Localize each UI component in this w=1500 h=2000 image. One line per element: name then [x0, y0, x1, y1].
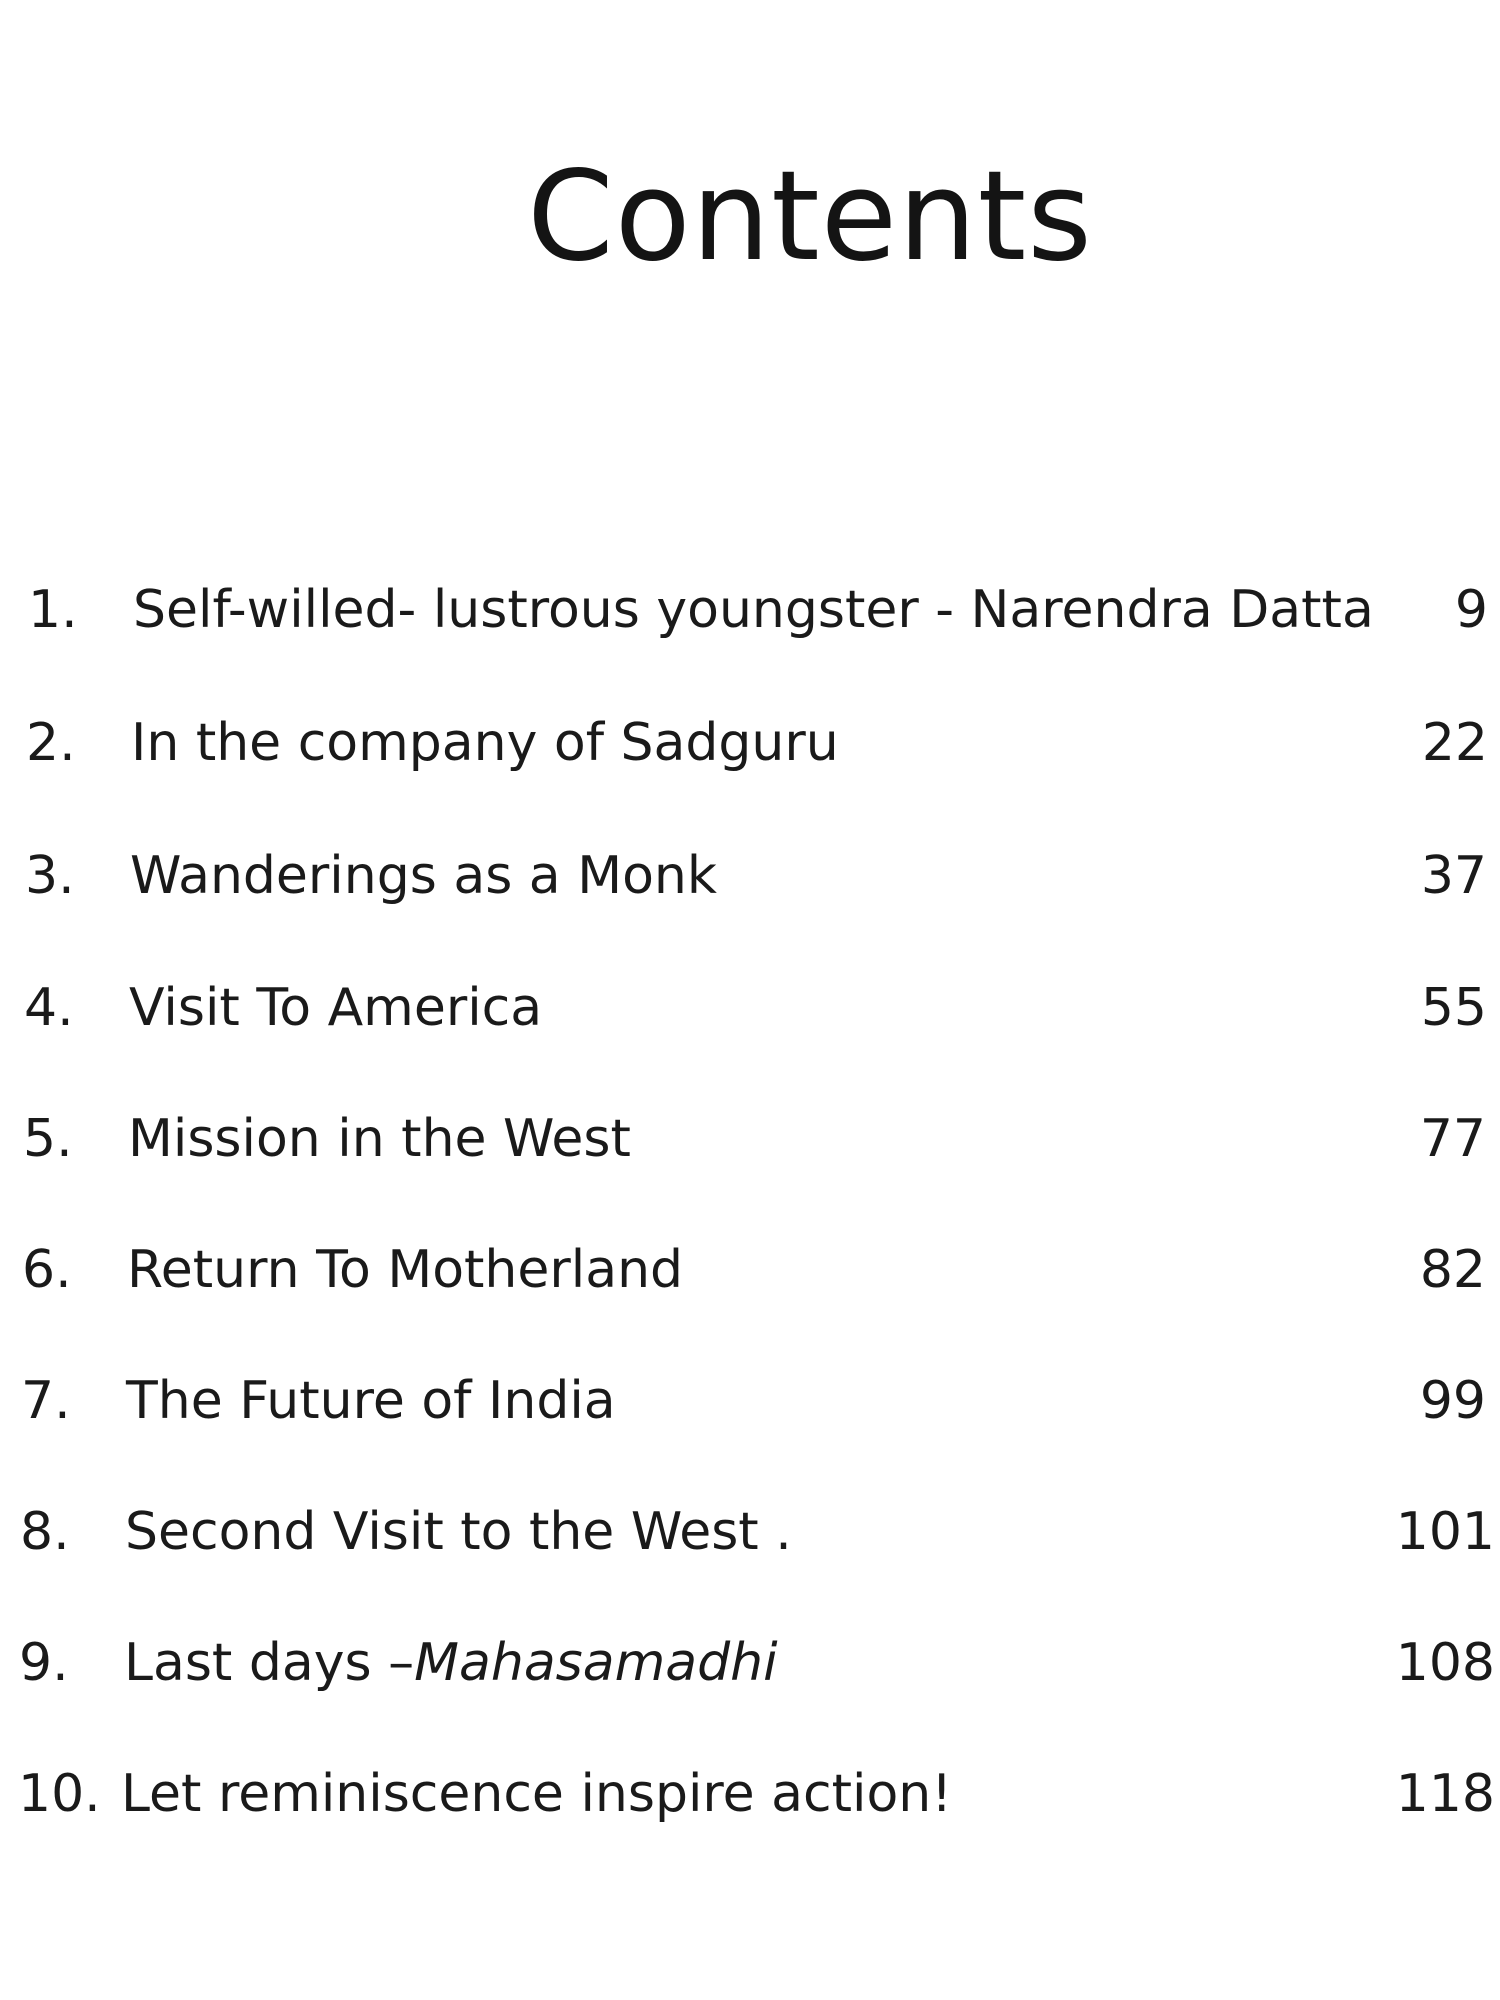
page-number: 9 [1454, 580, 1488, 640]
chapter-title: In the company of Sadguru [131, 713, 839, 773]
chapter-number: 10. [18, 1764, 101, 1824]
chapter-title: Self-willed- lustrous youngster - Narendra Datta [133, 580, 1374, 640]
toc-entry-2 [26, 703, 1486, 783]
page-number: 22 [1421, 713, 1488, 773]
chapter-number: 4. [24, 978, 74, 1038]
chapter-number: 6. [22, 1240, 72, 1300]
chapter-title: Return To Motherland [127, 1240, 684, 1300]
toc-entry-3 [25, 836, 1485, 916]
page-number: 77 [1419, 1109, 1486, 1169]
page-title: Contents [527, 145, 1093, 289]
chapter-number: 7. [21, 1371, 71, 1431]
toc-entry-1 [28, 570, 1488, 650]
chapter-number: 9. [19, 1633, 69, 1693]
toc-entry-5 [23, 1099, 1486, 1179]
toc-entry-7 [21, 1361, 1486, 1441]
toc-entry-9 [19, 1623, 1495, 1703]
chapter-title: Mission in the West [128, 1109, 631, 1169]
chapter-number: 2. [26, 713, 76, 773]
toc-entry-4 [24, 968, 1487, 1048]
chapter-number: 3. [25, 846, 75, 906]
page-number: 37 [1420, 846, 1487, 906]
page-number: 99 [1419, 1371, 1486, 1431]
chapter-number: 5. [23, 1109, 73, 1169]
chapter-number: 1. [28, 580, 78, 640]
page-number: 82 [1419, 1240, 1486, 1300]
chapter-title: Let reminiscence inspire action! [121, 1764, 953, 1824]
page-number: 101 [1395, 1502, 1495, 1562]
page-number: 118 [1395, 1764, 1495, 1824]
page-number: 108 [1395, 1633, 1495, 1693]
chapter-title: The Future of India [126, 1371, 616, 1431]
chapter-number: 8. [20, 1502, 70, 1562]
toc-entry-6 [22, 1230, 1486, 1310]
toc-entry-10 [18, 1754, 1495, 1834]
chapter-title: Last days –Mahasamadhi [124, 1633, 778, 1693]
chapter-title: Visit To America [129, 978, 543, 1038]
toc-entry-8 [20, 1492, 1495, 1572]
chapter-title: Wanderings as a Monk [130, 846, 717, 906]
page-number: 55 [1420, 978, 1487, 1038]
chapter-title: Second Visit to the West . [125, 1502, 792, 1562]
